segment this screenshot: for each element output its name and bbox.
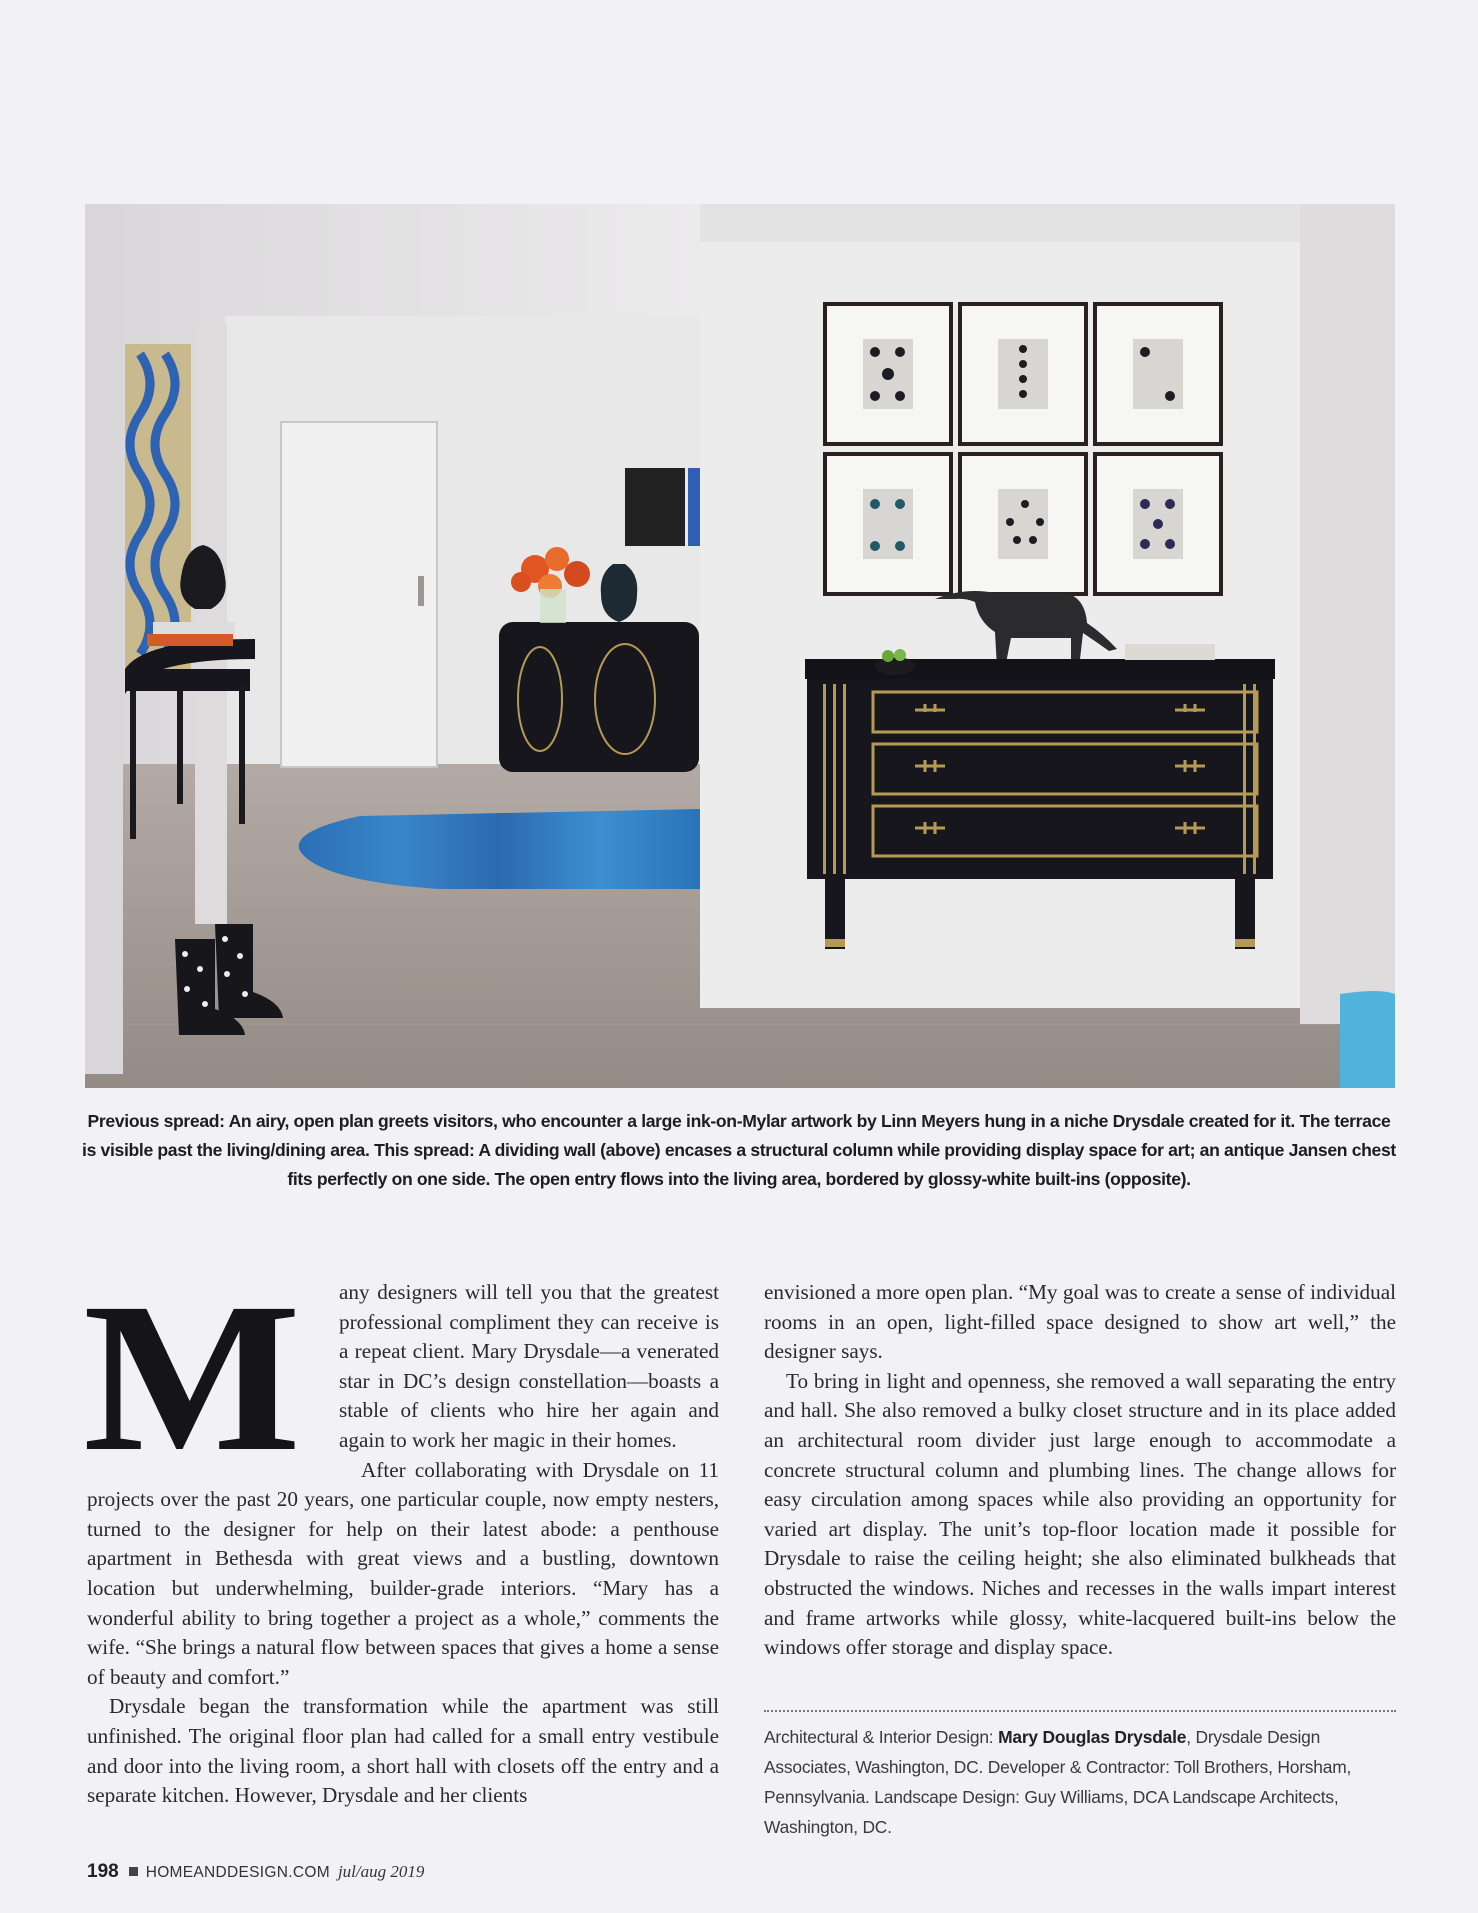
lime-bowl xyxy=(875,657,915,675)
small-black-artwork xyxy=(625,468,685,546)
photo-caption: Previous spread: An airy, open plan greets visitors, who encounter a large ink-on-Mylar artwork by Linn Meyers hung in a niche Drysdale created for it. The terrace is visible past the living/dining area. This spread: A dividing wall (above) encases a structural column while providing display space for art; an antique Jansen chest fits perfectly on one side. The open entry flows into the living area, bordered by glossy-white built-ins (opposite). xyxy=(82,1111,1396,1189)
white-door xyxy=(281,422,437,767)
article-paragraph-1 xyxy=(83,1259,719,1496)
paragraph-text: any designers will tell you that the greatest professional compliment they can receive is a repeat client. Mary Drysdale—a venerated star in DC’s design constellation—boasts a stable of clients who hire her again and again to work her magic in their homes. xyxy=(339,1280,719,1452)
far-sideboard xyxy=(499,622,699,772)
article-paragraph-2: After collaborating with Drysdale on 11 projects over the past 20 years, one particular couple, now empty nesters, turned to the designer for help on their latest abode: a penthouse apartment in Bethesda with great views and a bustling, downtown location but underwhelming, builder-grade interiors. “Mary has a wonderful ability to bring together a project as a whole,” comments the wife. “She brings a natural flow between spaces that gives a home a sense of beauty and comfort.” xyxy=(87,1457,719,1689)
issue-date: jul/aug 2019 xyxy=(337,1862,425,1881)
entry-hall-illustration xyxy=(85,204,1395,1088)
drop-cap: M xyxy=(83,1259,302,1496)
blue-rug xyxy=(299,809,700,889)
credits-rest: , Drysdale Design Associates, Washington, DC. Developer & Contractor: Toll Brothers, Horsham, Pennsylvania. Landscape Design: Guy Williams, DCA Landscape Architects, Washington, DC. xyxy=(764,1727,1352,1837)
article-column-right xyxy=(764,1278,1396,1663)
article-paragraph-4: envisioned a more open plan. “My goal was to create a sense of individual rooms in an open, light-filled space designed to show art well,” the designer says. xyxy=(764,1280,1396,1364)
square-bullet-icon xyxy=(129,1867,138,1876)
website-url: HOMEANDDESIGN.COM xyxy=(145,1864,330,1881)
article-paragraph-5: To bring in light and openness, she removed a wall separating the entry and hall. She also removed a bulky closet structure and in its place added an architectural room divider just large enough to accommodate a concrete structural column and plumbing lines. The change allows for easy circulation among spaces while also providing an opportunity for varied art display. The unit’s top-floor location made it possible for Drysdale to raise the ceiling height; she also eliminated bulkheads that obstructed the windows. Niches and recesses in the walls impart interest and frame artworks while glossy, white-lacquered built-ins below the windows offer storage and display space. xyxy=(764,1368,1396,1660)
article-paragraph-3: Drysdale began the transformation while the apartment was still unfinished. The original floor plan had called for a small entry vestibule and door into the living room, a short hall with closets off the entry and a separate kitchen. However, Drysdale and her clients xyxy=(87,1694,719,1808)
article-column-left xyxy=(83,1259,719,1811)
page-number: 198 xyxy=(87,1861,119,1882)
credits-label: Architectural & Interior Design: xyxy=(764,1727,999,1747)
page-footer xyxy=(87,1861,424,1887)
design-credits xyxy=(764,1722,1404,1842)
turquoise-chair xyxy=(1340,991,1395,1088)
interior-photo xyxy=(85,204,1395,1088)
blue-grid-artwork xyxy=(688,468,700,546)
stacked-books xyxy=(1125,644,1215,660)
credits-designer-name: Mary Douglas Drysdale xyxy=(998,1727,1187,1747)
dotted-divider xyxy=(764,1710,1396,1712)
